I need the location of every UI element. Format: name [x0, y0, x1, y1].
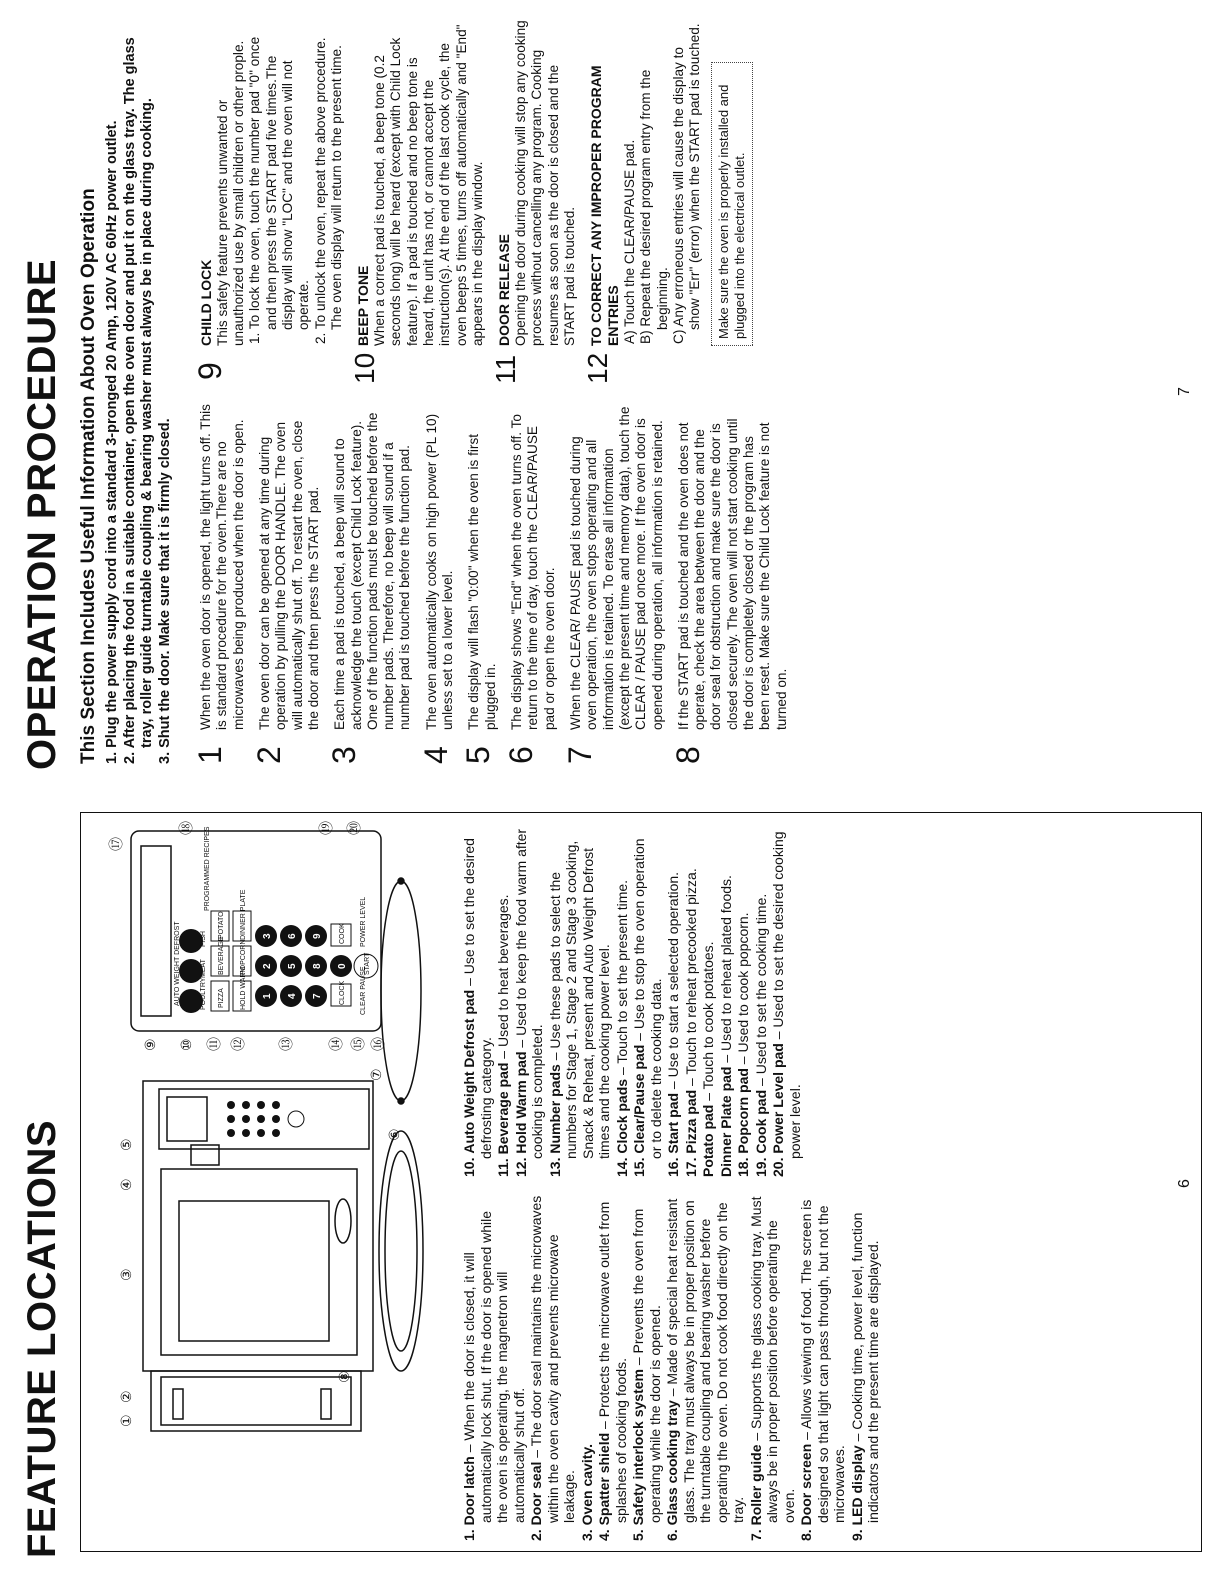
- callout-10: ⑩: [178, 1038, 194, 1051]
- procedure-step: [460, 404, 499, 764]
- feature-name: Spatter shield: [596, 1432, 613, 1526]
- callout-20: ⑳: [346, 821, 362, 835]
- callout-15: ⑮: [350, 1037, 366, 1051]
- label-cook: COOK: [339, 923, 346, 944]
- feature-item: [748, 1189, 798, 1541]
- feature-name: Roller guide: [747, 1444, 764, 1526]
- feature-description: – Prevents the oven from operating while the door is opened.: [630, 1208, 663, 1523]
- roller-guide: [381, 878, 421, 1104]
- feature-number: 2.: [528, 1529, 545, 1541]
- oven-body: [143, 1081, 373, 1371]
- feature-number: 7.: [747, 1529, 764, 1541]
- label-beverage: BEVERAGE: [218, 936, 225, 975]
- panel-labels: [174, 826, 371, 1015]
- feature-number: 12.: [512, 1157, 529, 1177]
- step-subitem: B) Repeat the desired program entry from the beginning.: [638, 69, 670, 344]
- step-number: 10: [349, 352, 381, 384]
- step-number: 2: [250, 746, 287, 764]
- label-meat: MEAT: [200, 959, 207, 978]
- feature-description: – Allows viewing of food. The screen is designed so that light can pass through, but not the microwaves.: [798, 1199, 848, 1523]
- feature-item: [631, 825, 664, 1177]
- digit-2: 2: [262, 963, 273, 969]
- feature-item: [547, 825, 613, 1177]
- step-heading: CHILD LOCK: [198, 259, 214, 346]
- feature-name: Door screen: [798, 1443, 815, 1526]
- callout-18: ⑱: [178, 821, 194, 835]
- callout-14: ⑭: [328, 1037, 344, 1051]
- feature-description: – Touch to set the present time.: [613, 879, 630, 1079]
- step-text: If the START pad is touched and the oven does not operate, check the area between the door and the door seal for obstruction and make sure the door is closed securely. The oven will not start cooking until the door is completely closed or the program has been reset. Make sure the Child Lock feature is not turned on.: [675, 418, 789, 730]
- label-fish: FISH: [200, 931, 207, 947]
- feature-number: 9.: [848, 1529, 865, 1541]
- feature-number: 1.: [461, 1529, 477, 1541]
- feature-number: 14.: [613, 1157, 630, 1177]
- feature-description: – Touch to reheat precooked pizza.: [682, 868, 699, 1090]
- step-column-2: [192, 20, 763, 384]
- oven-illustration: [81, 813, 451, 1551]
- callout-17: ⑰: [108, 837, 124, 851]
- mini-keypad: [227, 1101, 304, 1137]
- step-correct-entries: [582, 20, 752, 384]
- step-text: When a correct pad is touched, a beep tone (0.2 seconds long) will be heard (except with Child Lock feature). If a pad is touched and no beep tone is heard, the unit has not, or cannot accept the instruction(s). At the end of the last cook cycle, the oven beeps 5 times, turns off automatically and "End" appears in the display window.: [372, 24, 485, 346]
- feature-item: [664, 1189, 747, 1541]
- feature-name: Pizza pad: [682, 1089, 699, 1154]
- feature-number: 15.: [631, 1157, 648, 1177]
- label-auto-weight-defrost: AUTO WEIGHT DEFROST: [174, 921, 181, 1006]
- step-number: 12: [582, 352, 614, 384]
- callout-2: ②: [118, 1390, 134, 1403]
- feature-description: – Used to reheat plated foods.: [717, 875, 734, 1067]
- step-text: When the oven door is opened, the light turns off. This is standard procedure for the oven.There are no microwaves being produced when the door is open.: [198, 404, 246, 730]
- procedure-step: [669, 404, 790, 764]
- feature-name: Clock pads: [613, 1078, 630, 1154]
- step-text: The oven automatically cooks on high power (PL 10) unless set to a lower level.: [423, 413, 456, 730]
- callout-19: ⑲: [318, 821, 334, 835]
- procedure-step: [561, 404, 666, 764]
- feature-description: – Used to set the desired cooking power level.: [770, 831, 803, 1159]
- feature-list: [461, 821, 882, 1541]
- intro-instructions: [104, 19, 175, 764]
- procedure-step: [192, 404, 247, 764]
- feature-name: Popcorn pad: [735, 1068, 752, 1154]
- feature-name: Potato pad: [700, 1104, 717, 1177]
- step-number: 7: [561, 746, 598, 764]
- feature-item: [630, 1189, 663, 1541]
- step-number: 5: [460, 746, 497, 764]
- label-poultry: POULTRY: [200, 977, 207, 1010]
- digit-4: 4: [287, 993, 298, 999]
- feature-item: [495, 825, 512, 1177]
- step-beep-tone: [349, 20, 486, 384]
- feature-item: [735, 825, 752, 1177]
- step-column-1: [192, 404, 800, 764]
- callout-6: ⑥: [386, 1128, 402, 1141]
- callout-16: ⑯: [370, 1037, 386, 1051]
- feature-number: 8.: [798, 1529, 815, 1541]
- feature-description: – Protects the microwave outlet from splashes of cooking foods.: [596, 1201, 629, 1523]
- intro-item: 2. After placing the food in a suitable container, open the oven door and put it on the glass tray. The glass tray, roller guide turntable coupling & bearing washer must always be in place during cooking.: [121, 37, 156, 764]
- feature-description: – Touch to cook potatoes.: [700, 941, 717, 1105]
- step-heading: BEEP TONE: [355, 265, 372, 346]
- feature-item: [513, 825, 546, 1177]
- procedure-step: [250, 404, 322, 764]
- feature-item: [461, 825, 494, 1177]
- label-clock: CLOCK: [339, 980, 346, 1005]
- digit-8: 8: [312, 963, 323, 969]
- step-subitem: 2. To unlock the oven, repeat the above procedure. The oven display will return to the present time.: [312, 37, 344, 344]
- feature-description: – Cooking time, power level, function indicators and the present time are displayed.: [848, 1212, 882, 1523]
- page-title: OPERATION PROCEDURE: [20, 258, 64, 770]
- digit-7: 7: [312, 993, 323, 999]
- feature-name: Glass cooking tray: [664, 1400, 681, 1526]
- callout-8: ⑧: [336, 1370, 352, 1383]
- oven-door: [151, 1371, 361, 1431]
- feature-description: – The door seal maintains the microwaves within the oven cavity and prevents microwave leakage.: [528, 1195, 578, 1523]
- callouts: [108, 821, 402, 1427]
- step-list: [192, 14, 918, 764]
- feature-item: [683, 825, 700, 1177]
- digit-3: 3: [262, 933, 273, 939]
- label-potato: POTATO: [218, 911, 225, 939]
- feature-item: [614, 825, 631, 1177]
- callout-4: ④: [118, 1178, 134, 1191]
- feature-item: [753, 825, 770, 1177]
- feature-name: Start pad: [665, 1092, 682, 1154]
- oven-diagram: [81, 813, 451, 1551]
- page-feature-locations: [0, 792, 1224, 1584]
- feature-item: [596, 1189, 629, 1541]
- feature-number: 18.: [735, 1157, 752, 1177]
- feature-number: 5.: [630, 1529, 647, 1541]
- step-number: 4: [417, 746, 454, 764]
- callout-1: ①: [118, 1414, 134, 1427]
- step-number: 3: [326, 746, 363, 764]
- step-subitem: 1. To lock the oven, touch the number pad "0" once and then press the START pad five times.The display will show "LOC" and the oven will not operate.: [247, 36, 312, 344]
- feature-number: 17.: [682, 1157, 699, 1177]
- feature-item: [461, 1189, 527, 1541]
- label-dinner-plate: DINNER PLATE: [240, 889, 247, 940]
- feature-description: – Used to keep the food warm after cooking is completed.: [512, 828, 546, 1159]
- feature-description: – When the door is closed, it will automatically lock shut. If the door is opened while the oven is operating, the magnetron will automatically shut off.: [461, 1210, 527, 1523]
- page-number: 6: [1176, 1179, 1193, 1188]
- step-number: 8: [669, 746, 706, 764]
- step-child-lock: [192, 20, 345, 380]
- intro-item: 3. Shut the door. Make sure that it is firmly closed.: [157, 418, 174, 764]
- step-text: Each time a pad is touched, a beep will sound to acknowledge the touch (except Child Lock feature). One of the function pads must be touched before the number pads. Therefore, no beep will sound if a number pad is touched before the function pad.: [332, 412, 413, 730]
- page-title: FEATURE LOCATIONS: [20, 1119, 64, 1558]
- step-heading: TO CORRECT ANY IMPROPER PROGRAM ENTRIES: [588, 65, 622, 346]
- feature-description: – Supports the glass cooking tray. Must always be in proper position before operating the oven.: [747, 1196, 797, 1523]
- page-number: 7: [1176, 387, 1193, 396]
- control-panel-keys: [179, 911, 378, 1013]
- label-popcorn: POPCORN: [240, 939, 247, 975]
- feature-description: – Used to set the cooking time.: [752, 893, 769, 1090]
- callout-11: ⑪: [206, 1037, 222, 1051]
- callout-13: ⑬: [278, 1037, 294, 1051]
- label-pizza: PIZZA: [218, 988, 225, 1008]
- label-clear-pause: CLEAR PAUSE: [360, 966, 367, 1015]
- step-text: The oven door can be opened at any time during operation by pulling the DOOR HANDLE. The oven will automatically shut off. To restart the oven, close the door and then press the START pad.: [256, 420, 321, 730]
- digit-1: 1: [262, 993, 273, 999]
- step-number: 9: [192, 362, 228, 380]
- feature-description: – Use to set the desired defrosting category.: [461, 838, 494, 1159]
- label-power-level: POWER LEVEL: [360, 896, 367, 947]
- figure-box: [80, 812, 1202, 1552]
- procedure-step: [417, 404, 457, 764]
- callout-3: ③: [118, 1268, 134, 1281]
- callout-7: ⑦: [368, 1068, 384, 1081]
- digit-0: 0: [337, 963, 348, 969]
- digit-6: 6: [287, 933, 298, 939]
- feature-name: Hold Warm pad: [512, 1051, 529, 1154]
- callout-5: ⑤: [118, 1138, 134, 1151]
- feature-number: 16.: [665, 1157, 682, 1177]
- feature-name: Cook pad: [752, 1089, 769, 1154]
- feature-description: – Made of special heat resistant glass. The tray must always be in proper position on the turntable coupling and bearing washer before operating the oven. Do not cook food directly on the tray.: [664, 1198, 747, 1523]
- section-subtitle: This Section Includes Useful Information About Oven Operation: [78, 188, 99, 764]
- step-subitem: C) Any erroneous entries will cause the display to show "Err" (error) when the START pad is touched.: [670, 23, 703, 344]
- step-door-release: [490, 20, 578, 384]
- feature-number: 11.: [495, 1158, 512, 1177]
- step-text: Opening the door during cooking will stop any cooking process without cancelling any program. Cooking resumes as soon as the door is closed and the START pad is touched.: [513, 20, 578, 346]
- feature-number: 10.: [461, 1157, 477, 1177]
- label-start: START: [364, 952, 371, 975]
- feature-item: [665, 825, 682, 1177]
- feature-name: Beverage pad: [495, 1062, 512, 1155]
- step-number: 11: [490, 354, 522, 384]
- feature-item: [528, 1189, 578, 1541]
- feature-name: Power Level pad: [770, 1043, 787, 1154]
- step-subitem: A) Touch the CLEAR/PAUSE pad.: [621, 139, 637, 344]
- feature-number: 4.: [596, 1529, 613, 1541]
- feature-item: [849, 1189, 882, 1541]
- feature-name: Oven cavity.: [578, 1443, 595, 1526]
- feature-name: Door seal: [528, 1461, 545, 1526]
- procedure-step: [326, 404, 414, 764]
- feature-item: [700, 825, 717, 1177]
- feature-number: 19.: [752, 1157, 769, 1177]
- feature-name: Safety interlock system: [630, 1369, 647, 1526]
- step-heading: DOOR RELEASE: [496, 233, 513, 346]
- feature-number: 20.: [770, 1157, 787, 1177]
- step-number: 1: [192, 746, 228, 764]
- feature-item: [798, 1189, 848, 1541]
- glass-tray: [379, 1131, 423, 1371]
- label-hold-warm: HOLD WARM: [240, 966, 247, 1010]
- feature-column-1: [461, 1189, 883, 1541]
- feature-description: – Used to cook popcorn.: [735, 912, 752, 1069]
- feature-description: – Used to heat beverages.: [495, 894, 512, 1063]
- feature-name: Auto Weight Defrost pad: [461, 989, 477, 1154]
- feature-column-2: [461, 825, 804, 1177]
- feature-name: Clear/Pause pad: [631, 1044, 648, 1154]
- step-text: This safety feature prevents unwanted or unauthorized use by small children or other prople.: [214, 40, 247, 346]
- feature-item: [718, 825, 735, 1177]
- feature-name: Door latch: [461, 1456, 477, 1526]
- feature-description: – Use to start a selected operation.: [665, 871, 682, 1093]
- intro-item: 1. Plug the power supply cord into a standard 3-pronged 20 Amp, 120V AC 60Hz power outlet.: [104, 120, 120, 764]
- feature-name: Number pads: [546, 1064, 563, 1154]
- step-number: 6: [503, 746, 539, 764]
- feature-description: – Use these pads to select the numbers for Stage 1, Stage 2 and Stage 3 cooking, Snack & Reheat, present and Auto Weight Defrost times and the cooking power level.: [546, 840, 613, 1159]
- feature-number: 3.: [578, 1529, 595, 1541]
- feature-number: 6.: [664, 1529, 681, 1541]
- digit-5: 5: [287, 963, 298, 969]
- install-note: Make sure the oven is properly installed and plugged into the electrical outlet.: [711, 62, 752, 346]
- procedure-step: [503, 404, 558, 764]
- feature-item: [579, 1189, 596, 1541]
- step-text: The display shows "End" when the oven turns off. To return to the time of day, touch the CLEAR/PAUSE pad or open the oven door.: [509, 414, 557, 730]
- callout-9: ⑨: [142, 1038, 158, 1051]
- feature-item: [770, 825, 803, 1177]
- label-programmed-recipes: PROGRAMMED RECIPES: [204, 826, 211, 911]
- digit-9: 9: [312, 933, 323, 939]
- feature-name: Dinner Plate pad: [717, 1066, 734, 1177]
- feature-name: LED display: [848, 1445, 865, 1526]
- step-text: When the CLEAR/ PAUSE pad is touched during oven operation, the oven stops operating and all information is retained. To erase all information (except the present time and memory data), touch the CLEAR / PAUSE pad once more. If the oven door is opened during operation, all information is retained.: [567, 406, 665, 730]
- callout-12: ⑫: [230, 1037, 246, 1051]
- step-text: The display will flash "0:00" when the oven is first plugged in.: [466, 433, 498, 730]
- feature-number: 13.: [546, 1157, 563, 1177]
- feature-description: – Use to stop the oven operation or to delete the cooking data.: [631, 838, 664, 1159]
